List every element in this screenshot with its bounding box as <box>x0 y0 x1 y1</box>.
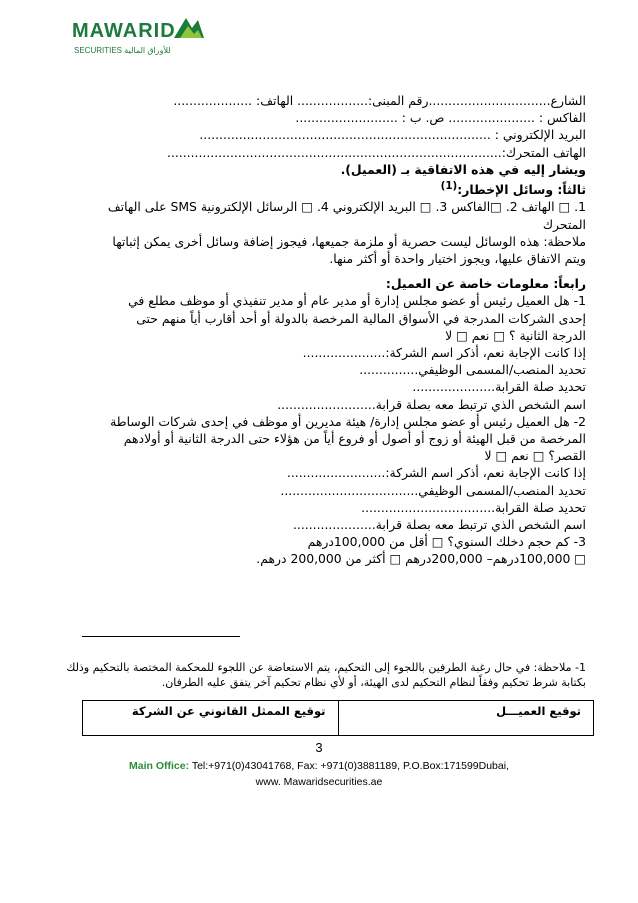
referral-clause: ويشار إليه في هذه الاتفاقية بـ (العميل). <box>340 161 586 177</box>
logo-mark-icon <box>172 12 206 42</box>
q1-company: إذا كانت الإجابة نعم، أذكر اسم الشركة:..................... <box>302 344 586 360</box>
q3-income-cont[interactable]: □ 100,000درهم– 200,000درهم □ أكثر من 200,000 درهم. <box>256 551 586 567</box>
form-content <box>46 92 586 568</box>
q1-text: 1- هل العميل رئيس أو عضو مجلس إدارة أو مدير عام أو مدير تنفيذي أو موظف مطلع في <box>128 293 586 309</box>
footnote-mark: (1) <box>440 180 458 193</box>
office-details: Tel:+971(0)43041768, Fax: +971(0)3881189, P.O.Box:171599Dubai, <box>191 760 509 772</box>
q1-relation: تحديد صلة القرابة..................... <box>412 379 586 395</box>
q1-person: اسم الشخص الذي ترتبط معه بصلة قرابة......................... <box>277 396 586 412</box>
signature-table <box>82 700 594 736</box>
notification-note-cont: ويتم الاتفاق عليها، ويجوز اختيار واحدة أو أكثر منها. <box>329 250 586 266</box>
q2-answer[interactable]: القصر؟ □ نعم □ لا <box>484 448 586 464</box>
notification-note: ملاحظة: هذه الوسائل ليست حصرية أو ملزمة جميعها، فيجوز إضافة وسائل أخرى يمكن إثباتها <box>112 233 586 249</box>
contact-street: الشارع...............................رقم المبنى:.................. الهاتف: .................... <box>173 93 586 108</box>
q2-company: إذا كانت الإجابة نعم، أذكر اسم الشركة:......................... <box>286 465 586 481</box>
footnote-line-cont: بكتابة شرط تحكيم وفقاً لنظام التحكيم لدى الهيئة، أو لأي نظام تحكيم آخر يتفق عليه الطرفان. <box>161 676 586 689</box>
footnote-divider <box>82 636 240 637</box>
q2-position: تحديد المنصب/المسمى الوظيفي................................... <box>280 482 586 498</box>
logo-word: MAWARID <box>72 20 176 42</box>
q2-text-cont: المرخصة من قبل الهيئة أو زوج أو أصول أو فروع أياً من هؤلاء حتى الدرجة الثانية أو أولادهم <box>123 430 586 446</box>
q1-answer[interactable]: الدرجة الثانية ؟ □ نعم □ لا <box>445 327 586 343</box>
contact-mobile: الهاتف المتحرك:..................................................................................... <box>166 144 586 160</box>
contact-email: البريد الإلكتروني : .......................................................................... <box>199 127 586 143</box>
q1-text-cont: إحدى الشركات المدرجة في الأسواق المالية المرخصة بالدولة أو أحد أقارب أياً منهم حتى <box>136 310 586 326</box>
office-footer <box>0 758 638 790</box>
notification-options-cont: المتحرك <box>542 216 586 232</box>
office-label: Main Office: <box>128 760 190 772</box>
contact-fax: الفاكس : ...................... ص. ب : .......................... <box>295 110 586 126</box>
footnote <box>46 660 586 690</box>
q2-person: اسم الشخص الذي ترتبط معه بصلة قرابة..................... <box>292 517 586 532</box>
q1-position: تحديد المنصب/المسمى الوظيفي............... <box>359 362 586 378</box>
section3-title-text: ثالثاً: وسائل الإخطار: <box>457 182 586 198</box>
representative-signature-cell[interactable]: توقيع الممثل القانوني عن الشركة <box>83 701 339 735</box>
q3-income[interactable]: 3- كم حجم دخلك السنوي؟ □ أقل من 100,000درهم <box>307 534 586 550</box>
client-signature-cell[interactable]: توقيع العميـــل <box>496 704 581 718</box>
section4-title: رابعاً: معلومات خاصة عن العميل: <box>385 276 586 292</box>
page-number: 3 <box>315 740 323 755</box>
notification-options: 1. □ الهاتف 2. □الفاكس 3. □ البريد الإلكتروني 4. □ الرسائل الإلكترونية SMS على الهاتف <box>107 199 586 215</box>
q2-relation: تحديد صلة القرابة.................................. <box>361 499 586 515</box>
logo-subtitle: SECURITIES للأوراق المالية <box>74 46 171 55</box>
office-website[interactable]: www. Mawaridsecurities.ae <box>255 776 383 788</box>
section3-title <box>46 178 586 198</box>
company-logo <box>34 12 194 84</box>
footnote-line: 1- ملاحظة: في حال رغبة الطرفين باللجوء إلى التحكيم، يتم الاستعاضة عن اللجوء للمحكمة المختصة بالتحكيم وذلك <box>66 661 586 674</box>
q2-text: 2- هل العميل رئيس أو عضو مجلس إدارة/ هيئة مديرين أو موظف في إحدى شركات الوساطة <box>110 413 586 429</box>
